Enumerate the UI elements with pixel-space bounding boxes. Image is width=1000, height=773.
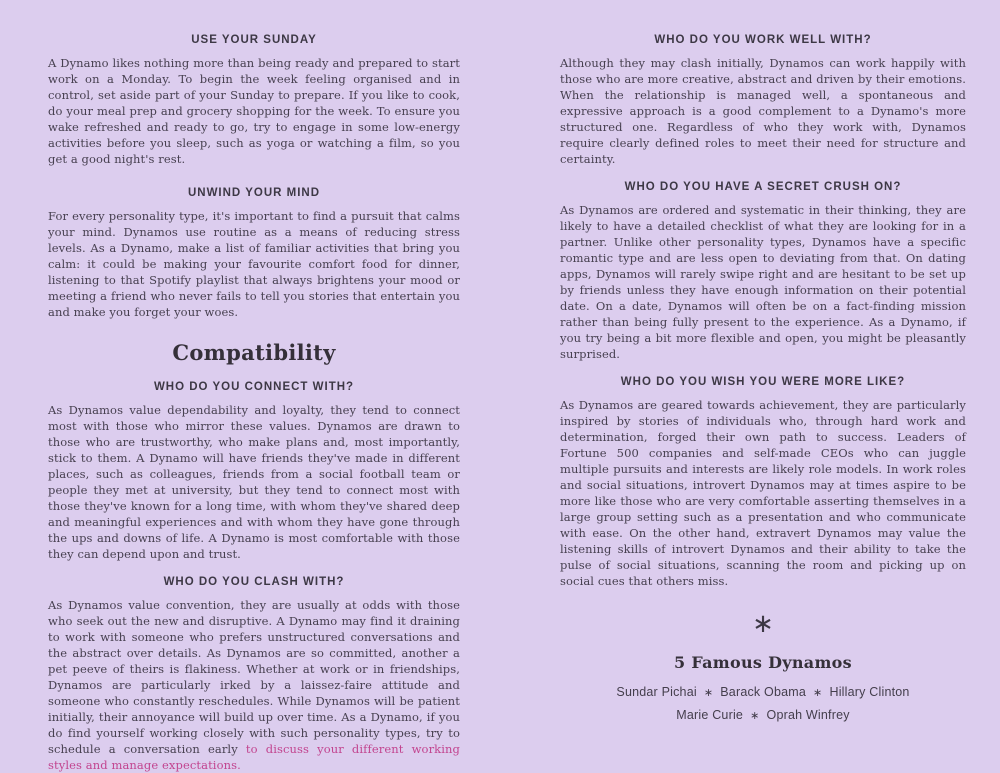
- famous-name: Barack Obama: [720, 685, 807, 699]
- left-page: [48, 34, 460, 773]
- section-heading-connect-with: WHO DO YOU CONNECT WITH?: [153, 381, 355, 393]
- famous-name: Oprah Winfrey: [766, 708, 850, 722]
- asterisk-separator-icon: ∗: [750, 709, 760, 722]
- asterisk-separator-icon: ∗: [813, 686, 823, 699]
- section-heading-use-your-sunday: USE YOUR SUNDAY: [191, 34, 317, 46]
- section-heading-unwind-your-mind: UNWIND YOUR MIND: [187, 187, 321, 199]
- paragraph-wish-more-like: As Dynamos are geared towards achievement, they are particularly inspired by stories of individuals who, through hard work and determination, forged their own path to success. Leaders of Fortune 500 companies and self-made CEOs who can juggle multiple pursuits and interests are likely role models. In work roles and social situations, introvert Dynamos may at times aspire to be more like those who are very comfortable asserting themselves in a large group setting such as a presentation and who communicate with ease. On the other hand, extravert Dynamos may value the listening skills of introvert Dynamos and their ability to take the pulse of social situations, scanning the room and picking up on social cues that others miss.: [560, 398, 966, 588]
- section-heading-secret-crush: WHO DO YOU HAVE A SECRET CRUSH ON?: [624, 181, 902, 193]
- asterisk-ornament-icon: ∗: [752, 609, 774, 639]
- paragraph-secret-crush: As Dynamos are ordered and systematic in their thinking, they are likely to have a detailed checklist of what they are looking for in a partner. Unlike other personality types, Dynamos have a specific romantic type and are less open to deviating from that. On dating apps, Dynamos will rarely swipe right and are hesitant to be set up by friends unless they have enough information on their potential date. On a date, Dynamos will often be on a fact-finding mission rather than being fully present to the experience. As a Dynamo, if you try being a bit more flexible and open, you might be pleasantly surprised.: [560, 203, 966, 361]
- famous-name: Marie Curie: [676, 708, 744, 722]
- famous-name: Sundar Pichai: [616, 685, 697, 699]
- famous-dynamos-title: 5 Famous Dynamos: [674, 653, 852, 672]
- paragraph-unwind-your-mind: For every personality type, it's important to find a pursuit that calms your mind. Dynamos use routine as a means of reducing stress levels. As a Dynamo, make a list of familiar activities that bring you calm: it could be making your favourite comfort food for dinner, listening to that Spotify playlist that always brightens your mood or meeting a friend who never fails to tell you stories that entertain you and make you forget your woes.: [48, 209, 460, 319]
- paragraph-clash-with-highlight: to discuss your different working styles and manage expectations.: [48, 742, 460, 772]
- section-heading-clash-with: WHO DO YOU CLASH WITH?: [163, 576, 345, 588]
- asterisk-separator-icon: ∗: [703, 686, 714, 699]
- section-heading-wish-more-like: WHO DO YOU WISH YOU WERE MORE LIKE?: [620, 376, 906, 388]
- paragraph-connect-with: As Dynamos value dependability and loyalty, they tend to connect most with those who mirror these values. Dynamos are drawn to those who are trustworthy, who make plans and, most importantly, stick to them. A Dynamo will have friends they've made in different places, such as colleagues, friends from a social football team or people they met at university, but they tend to connect most with those they've known for a long time, with whom they've shared deep and meaningful experiences and with whom they have gone through the ups and downs of life. A Dynamo is most comfortable with those they can depend upon and trust.: [48, 403, 460, 561]
- famous-names-row-2: [560, 708, 966, 722]
- paragraph-use-your-sunday: A Dynamo likes nothing more than being ready and prepared to start work on a Monday. To begin the week feeling organised and in control, set aside part of your Sunday to prepare. If you like to cook, do your meal prep and grocery shopping for the week. To ensure you wake refreshed and ready to go, try to engage in some low-energy activities before you sleep, such as yoga or watching a film, so you get a good night's rest.: [48, 56, 460, 166]
- section-heading-work-well-with: WHO DO YOU WORK WELL WITH?: [654, 34, 872, 46]
- famous-name: Hillary Clinton: [829, 685, 910, 699]
- paragraph-work-well-with: Although they may clash initially, Dynamos can work happily with those who are more creative, abstract and driven by their emotions. When the relationship is managed well, a spontaneous and expressive approach is a good complement to a Dynamo's more structured one. Regardless of who they work with, Dynamos require clearly defined roles to meet their need for structure and certainty.: [560, 56, 966, 166]
- compatibility-title: Compatibility: [172, 340, 336, 365]
- paragraph-clash-with-text: As Dynamos value convention, they are usually at odds with those who seek out the new and disruptive. A Dynamo may find it draining to work with someone who prefers unstructured conversations and the abstract over details. As Dynamos are so committed, another a pet peeve of theirs is flakiness. Whether at work or in friendships, Dynamos are particularly irked by a laissez-faire attitude and someone who constantly reschedules. While Dynamos will be patient initially, their annoyance will build up over time. As a Dynamo, if you do find yourself working closely with such personality types, try to schedule a conversation early: [48, 598, 460, 756]
- paragraph-clash-with: [48, 597, 460, 773]
- famous-names-row-1: [560, 685, 966, 699]
- right-page: [560, 34, 966, 722]
